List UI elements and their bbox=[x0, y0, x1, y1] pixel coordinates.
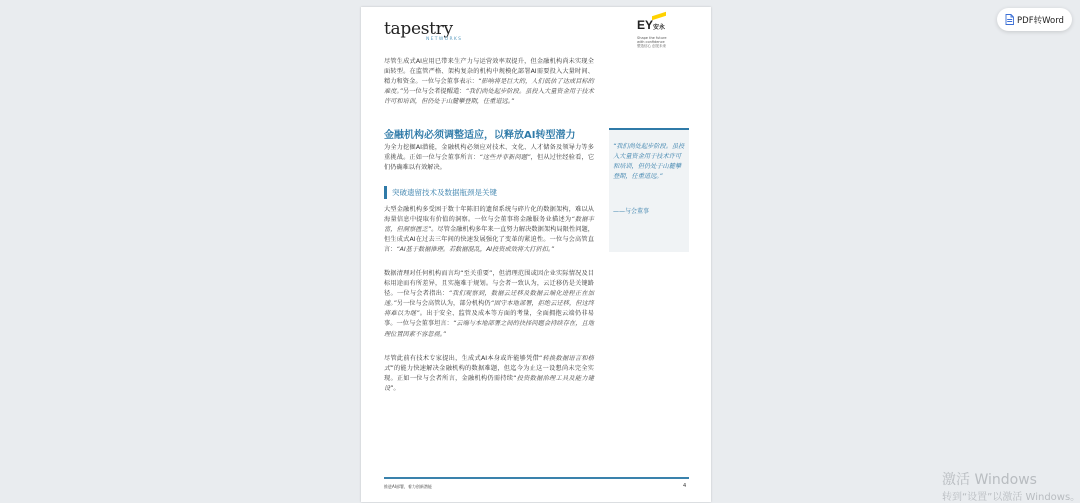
page-number: 4 bbox=[683, 483, 687, 489]
pdf-file-icon bbox=[1005, 14, 1014, 25]
subsection-heading: 突破遗留技术及数据瓶颈是关键 bbox=[384, 186, 497, 199]
footer-title: 推进AI部署，着力创新潜能 bbox=[384, 484, 432, 489]
body-paragraph-2: 数据清理对任何机构而言均“至关重要”，但清理范围或因企业实际情况及目标用途而有所差异，且实施难于规划。与会者一致认为，云迁移仍是关键路径。一位与会者指出：“我们观察到，数据云迁移及数据云端化进程正在加速。”另一位与会高管认为，部分机构仍“固守本地部署，拒绝云迁移，但这终将难以为继”。出于安全、监管及成本等方面的考量，全面拥抱云端仍非易事。一位与会董事坦言：“云端与本地部署之间的抉择问题会持续存在，且地理位置因素不容忽视。” bbox=[384, 270, 594, 338]
windows-activation-title: 激活 Windows bbox=[942, 472, 1037, 488]
body-paragraph-3: 尽管此前有技术专家提出，生成式AI本身或许能够凭借“转换数据语言和格式”的能力快速解决金融机构的数据难题，但迄今为止这一设想尚未完全实现。正如一位与会者所言，金融机构仍需持续“投资数据治理工具及能力建设”。 bbox=[384, 355, 594, 393]
pdf-to-word-button[interactable] bbox=[997, 8, 1072, 31]
body-paragraph-1: 大型金融机构多受困于数十年陈旧的遗留系统与碎片化的数据架构，难以从海量信息中提取有价值的洞察。一位与会董事将金融服务业描述为“数据丰富，但洞察匮乏”。尽管金融机构多年来一直努力解决数据架构局限性问题，但生成式AI在过去三年间的快速发展强化了变革的紧迫性。一位与会高管直言：“AI基于数据推理。若数据混乱，AI投资成效将大打折扣。” bbox=[384, 206, 594, 254]
section-heading: 金融机构必须调整适应，以释放AI转型潜力 bbox=[384, 130, 576, 141]
intro-paragraph: 尽管生成式AI应用已带来生产力与运营效率双提升，但金融机构尚未实现全面转型。在监管严格、架构复杂的机构中规模化部署AI需要投入大量时间、精力和资金。一位与会董事表示：“影响将是巨大的，人们低估了达成目标的难度。”另一位与会者提醒道：“我们尚处起步阶段。虽投入大量资金用于技术许可和培训，但仍处于山麓攀登期，任重道远。” bbox=[384, 58, 594, 106]
windows-activation-subtitle: 转到“设置”以激活 Windows。 bbox=[942, 492, 1080, 503]
section-paragraph: 为全力挖掘AI潜能，金融机构必须应对技术、文化、人才储备及领导力等多重挑战。正如一位与会董事所言：“这些并非新问题”，但从过往经验看，它们仍确难以有效解决。 bbox=[384, 144, 595, 172]
tapestry-logo: tapestry NETWORKS bbox=[384, 19, 463, 42]
sidebar-quote-box: “我们尚处起步阶段。虽投入大量资金用于技术许可和培训，但仍处于山麓攀登期，任重道远。” ——与会董事 bbox=[609, 128, 689, 252]
document-page bbox=[361, 7, 711, 502]
pdf-to-word-label: PDF转Word bbox=[1017, 15, 1064, 26]
footer-divider bbox=[384, 477, 689, 479]
ey-logo: EY安永 Shape the future with confidence 塑造信心 创见未来 bbox=[637, 19, 673, 48]
